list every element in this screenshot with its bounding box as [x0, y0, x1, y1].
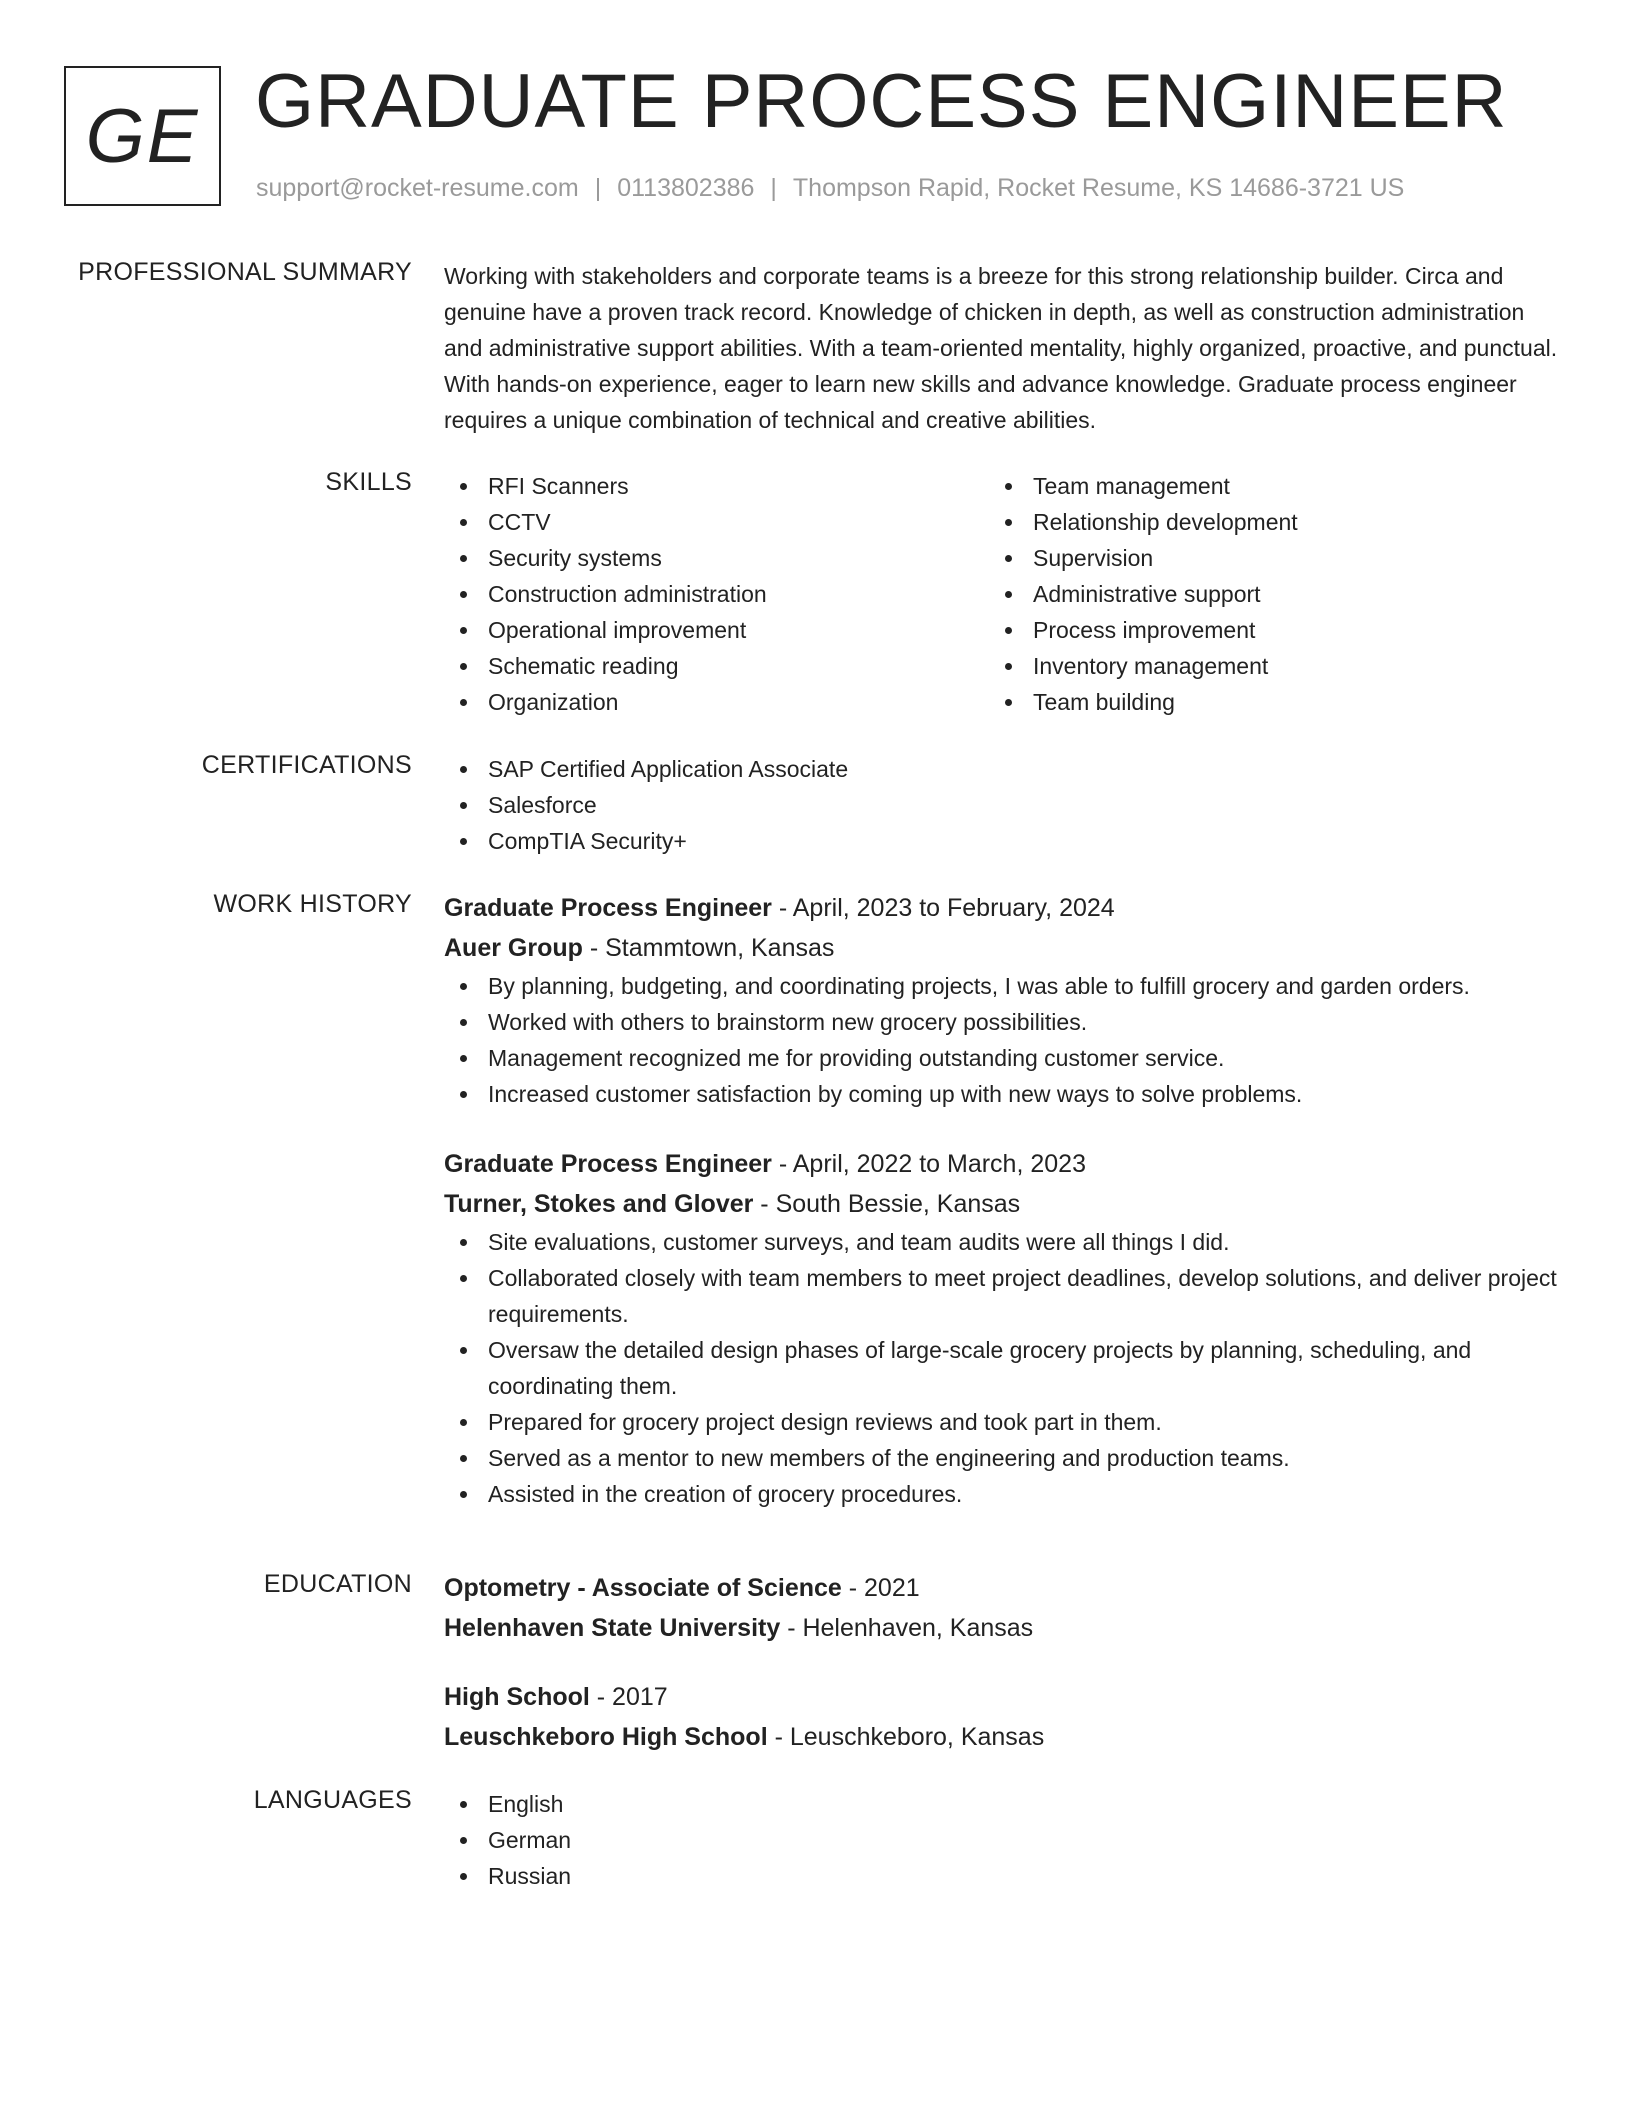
education-degree: High School [444, 1683, 590, 1711]
job-location: - Stammtown, Kansas [582, 934, 835, 962]
skill-item: Security systems [444, 540, 989, 576]
section-body [444, 1786, 1564, 1894]
certification-item: CompTIA Security+ [444, 823, 1564, 859]
contact-separator: | [770, 174, 777, 202]
education-school-line [444, 1608, 1564, 1648]
education-school: Leuschkeboro High School [444, 1723, 768, 1751]
job-dates: - April, 2022 to March, 2023 [771, 1150, 1086, 1178]
job-company: Auer Group [444, 934, 583, 962]
education-school-line [444, 1717, 1564, 1757]
skill-item: Inventory management [989, 648, 1534, 684]
job-dates: - April, 2023 to February, 2024 [771, 894, 1115, 922]
section-body [444, 751, 1564, 859]
education-entry [444, 1568, 1564, 1648]
job-title: Graduate Process Engineer [444, 1150, 772, 1178]
page-title: GRADUATE PROCESS ENGINEER [255, 59, 1508, 144]
section-body [444, 1568, 1564, 1757]
language-item: German [444, 1822, 1564, 1858]
section-label: LANGUAGES [253, 1786, 412, 1814]
skill-item: Supervision [989, 540, 1534, 576]
education-year: - 2021 [841, 1574, 920, 1602]
job-company-line [444, 928, 1564, 968]
section-label: WORK HISTORY [213, 890, 412, 918]
job-bullet: Prepared for grocery project design reviews and took part in them. [444, 1404, 1564, 1440]
education-entry [444, 1677, 1564, 1757]
section-body [444, 258, 1564, 438]
education-degree-line [444, 1568, 1564, 1608]
job-bullets [444, 1224, 1564, 1512]
monogram-badge: GE [64, 66, 221, 206]
contact-phone[interactable]: 0113802386 [617, 174, 755, 202]
job-entry [444, 888, 1564, 1112]
skill-item: Administrative support [989, 576, 1534, 612]
job-bullet: Assisted in the creation of grocery procedures. [444, 1476, 1564, 1512]
skill-item: Schematic reading [444, 648, 989, 684]
job-location: - South Bessie, Kansas [753, 1190, 1021, 1218]
job-company: Turner, Stokes and Glover [444, 1190, 754, 1218]
job-bullet: Oversaw the detailed design phases of large-scale grocery projects by planning, scheduling, and coordinating them. [444, 1332, 1564, 1404]
section-body [444, 468, 1564, 720]
skill-item: Operational improvement [444, 612, 989, 648]
education-degree: Optometry - Associate of Science [444, 1574, 842, 1602]
education-school: Helenhaven State University [444, 1614, 781, 1642]
section-label: EDUCATION [263, 1570, 412, 1598]
certification-item: Salesforce [444, 787, 1564, 823]
skill-item: Team management [989, 468, 1534, 504]
section-body [444, 888, 1564, 1512]
section-label: SKILLS [325, 468, 412, 496]
job-bullet: Increased customer satisfaction by coming up with new ways to solve problems. [444, 1076, 1564, 1112]
job-company-line [444, 1184, 1564, 1224]
skills-left-list [444, 468, 989, 720]
education-year: - 2017 [589, 1683, 668, 1711]
job-bullet: Worked with others to brainstorm new grocery possibilities. [444, 1004, 1564, 1040]
job-bullet: Collaborated closely with team members to meet project deadlines, develop solutions, and deliver project requirements. [444, 1260, 1564, 1332]
job-title: Graduate Process Engineer [444, 894, 772, 922]
skill-item: Organization [444, 684, 989, 720]
skill-item: RFI Scanners [444, 468, 989, 504]
section-label: PROFESSIONAL SUMMARY [78, 258, 412, 286]
contact-line [256, 174, 1404, 203]
contact-email[interactable]: support@rocket-resume.com [256, 174, 579, 202]
certification-item: SAP Certified Application Associate [444, 751, 1564, 787]
job-bullet: By planning, budgeting, and coordinating projects, I was able to fulfill grocery and garden orders. [444, 968, 1564, 1004]
education-location: - Leuschkeboro, Kansas [767, 1723, 1045, 1751]
skill-item: Construction administration [444, 576, 989, 612]
job-title-line [444, 1144, 1564, 1184]
education-degree-line [444, 1677, 1564, 1717]
summary-text: Working with stakeholders and corporate teams is a breeze for this strong relationship builder. Circa and genuine have a proven track record. Knowledge of chicken in depth, as well as construction administration and administrative support abilities. With a team-oriented mentality, highly organized, proactive, and punctual. With hands-on experience, eager to learn new skills and advance knowledge. Graduate process engineer requires a unique combination of technical and creative abilities. [444, 263, 1558, 433]
skill-item: CCTV [444, 504, 989, 540]
language-item: English [444, 1786, 1564, 1822]
contact-separator: | [594, 174, 602, 202]
skill-item: Team building [989, 684, 1534, 720]
certifications-list [444, 751, 1564, 859]
job-bullet: Site evaluations, customer surveys, and team audits were all things I did. [444, 1224, 1564, 1260]
education-location: - Helenhaven, Kansas [780, 1614, 1034, 1642]
languages-list [444, 1786, 1564, 1894]
job-entry [444, 1144, 1564, 1512]
contact-address: Thompson Rapid, Rocket Resume, KS 14686-3721 US [792, 174, 1405, 202]
skills-right-list [989, 468, 1534, 720]
section-label: CERTIFICATIONS [201, 751, 412, 779]
skill-item: Relationship development [989, 504, 1534, 540]
job-bullet: Served as a mentor to new members of the engineering and production teams. [444, 1440, 1564, 1476]
language-item: Russian [444, 1858, 1564, 1894]
job-bullet: Management recognized me for providing outstanding customer service. [444, 1040, 1564, 1076]
job-bullets [444, 968, 1564, 1112]
skill-item: Process improvement [989, 612, 1534, 648]
job-title-line [444, 888, 1564, 928]
